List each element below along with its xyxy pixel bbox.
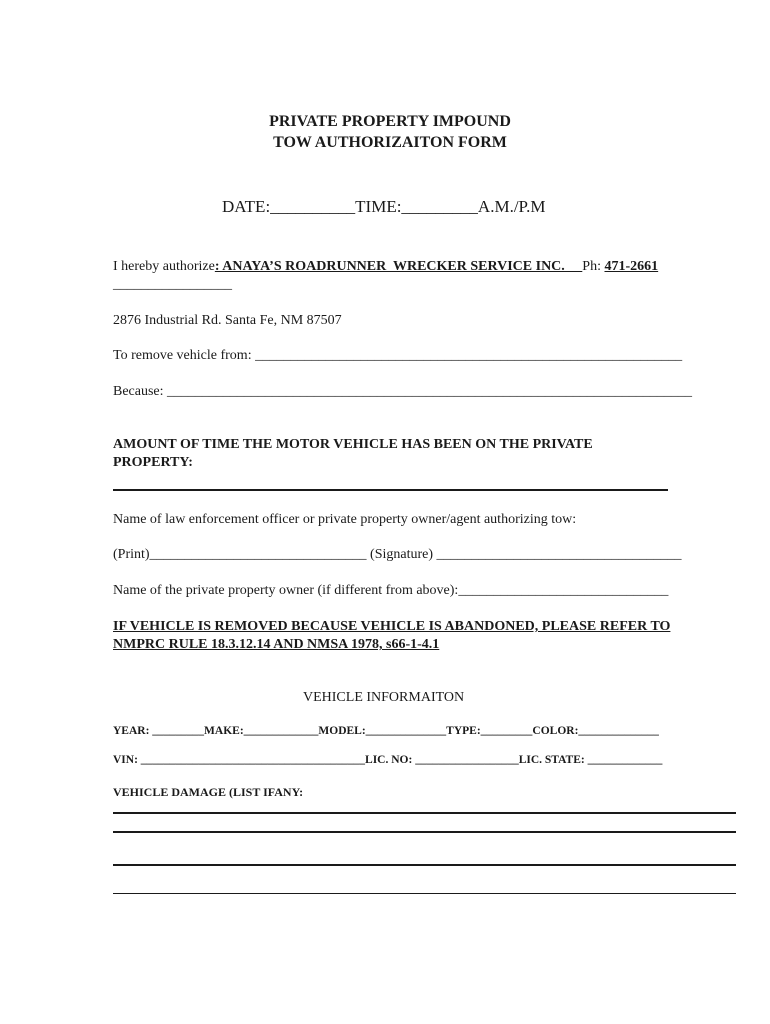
form-title-line1: PRIVATE PROPERTY IMPOUND bbox=[269, 113, 511, 130]
vehicle-info-heading: VEHICLE INFORMAITON bbox=[303, 690, 465, 705]
vehicle-row1-fields[interactable]: YEAR: _________MAKE:_____________MODEL:______________TYPE:_________COLOR:______________ bbox=[113, 725, 659, 737]
form-title-line2: TOW AUTHORIZAITON FORM bbox=[273, 134, 507, 151]
damage-line-1[interactable] bbox=[113, 812, 736, 814]
amount-of-time-label-line1: AMOUNT OF TIME THE MOTOR VEHICLE HAS BEEN ON THE PRIVATE bbox=[113, 437, 593, 452]
authorize-line bbox=[113, 259, 658, 275]
abandoned-notice-line2: NMPRC RULE 18.3.12.14 AND NMSA 1978, s66-1-4.1 bbox=[113, 637, 440, 652]
phone-number: 471-2661 bbox=[604, 259, 659, 274]
amount-of-time-line[interactable] bbox=[113, 489, 668, 491]
abandoned-notice-line1: IF VEHICLE IS REMOVED BECAUSE VEHICLE IS ABANDONED, PLEASE REFER TO bbox=[113, 619, 671, 634]
vehicle-damage-label: VEHICLE DAMAGE (LIST IFANY: bbox=[113, 785, 304, 799]
company-address: 2876 Industrial Rd. Santa Fe, NM 87507 bbox=[113, 313, 342, 328]
authorize-trailing-blank[interactable]: _________________ bbox=[113, 277, 232, 292]
damage-line-2[interactable] bbox=[113, 831, 736, 833]
print-signature-field[interactable]: (Print)_______________________________ (Signature) ___________________________________ bbox=[113, 547, 682, 562]
officer-name-label: Name of law enforcement officer or private property owner/agent authorizing tow: bbox=[113, 512, 577, 527]
damage-line-3[interactable] bbox=[113, 864, 736, 866]
company-name: : ANAYA’S ROADRUNNER WRECKER SERVICE INC. bbox=[214, 259, 583, 274]
remove-from-field[interactable]: To remove vehicle from: _____________________________________________________________ bbox=[113, 348, 683, 363]
because-field[interactable]: Because: ___________________________________________________________________________ bbox=[113, 384, 693, 399]
date-time-field[interactable]: DATE:__________TIME:_________A.M./P.M bbox=[222, 197, 546, 216]
damage-line-4[interactable] bbox=[113, 893, 736, 894]
owner-name-field[interactable]: Name of the private property owner (if different from above):______________________________ bbox=[113, 583, 669, 598]
amount-of-time-label-line2: PROPERTY: bbox=[113, 455, 193, 470]
authorize-label: I hereby authorize bbox=[113, 259, 215, 274]
vehicle-row2-fields[interactable]: VIN: _______________________________________LIC. NO: __________________LIC. STATE: _____________ bbox=[113, 754, 663, 766]
phone-label: Ph: bbox=[582, 259, 605, 274]
